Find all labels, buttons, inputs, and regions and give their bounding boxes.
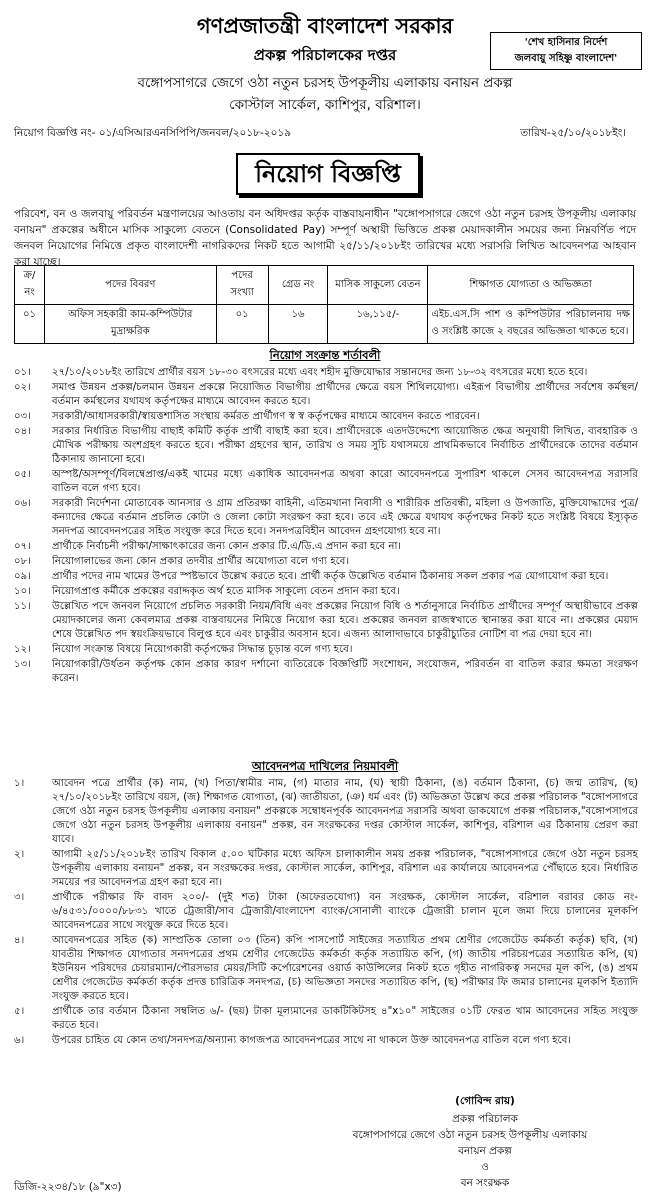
signatory-and: ও [481,1161,489,1173]
signatory-name: (গোবিন্দ রায়) [455,1095,515,1107]
term-number: ০৯। [14,571,31,582]
term-number: ০৫। [14,469,31,480]
posts-table [14,265,634,344]
col-header-sl: ক্র/ নং [15,266,45,305]
slogan-line-2: জলবায়ু সহিষ্ণু বাংলাদেশ' [514,53,618,64]
col-header-qualification: শিক্ষাগত যোগ্যতা ও অভিজ্ঞতা [428,266,634,305]
notice-date: তারিখ-২৫/১০/২০১৮ইং। [520,127,626,139]
notice-title: নিয়োগ বিজ্ঞপ্তি [236,153,420,195]
rule-number: ২। [14,849,25,860]
list-item [14,425,638,467]
list-item [14,658,638,686]
term-number: ০৮। [14,556,31,567]
term-number: ১২। [14,644,31,655]
circle-address: কোস্টাল সার্কেল, কাশিপুর, বরিশাল। [229,97,421,113]
rule-text: আবেদন পত্রে প্রার্থীর (ক) নাম, (খ) পিতা/স্বামীর নাম, (গ) মাতার নাম, (ঘ) স্থায়ী ঠিকানা, (ঙ) বর্তমান ঠিকানা, (চ) জন্ম তারিখ, (ছ) ২৭/১০/২০১৮ইং তারিখে বয়স, (জ) শিক্ষাগত যোগ্যতা, (ঝ) জাতীয়তা, (ঞ) ধর্ম এবং (ট) অভিজ্ঞতা উল্লেখ করে প্রকল্প পরিচালক "বঙ্গোপসাগরে জেগে ওঠা নতুন চরসহ উপকূলীয় এলাকায় বনায়ন" প্রকল্পকে সম্বোধনপূর্বক আবেদনপত্র সরাসরি অথবা ডাকযোগে প্রকল্প পরিচালক,"বঙ্গোপসাগরে জেগে ওঠা নতুন চরসহ উপকূলীয় এলাকায় বনায়ন" প্রকল্প, বন সংরক্ষকের দপ্তর কোস্টাল সার্কেল, কাশিপুর, বরিশাল এর ঠিকানায় প্রেরণ করা যাবে। [52,778,638,845]
rule-number: ৫। [14,1006,25,1017]
list-item [14,497,638,539]
office-name: প্রকল্প পরিচালকের দপ্তর [253,46,397,64]
rule-text: আবেদনপত্রের সহিত (ক) সাম্প্রতিক তোলা ০৩ (তিন) কপি পাসপোর্ট সাইজের সত্যায়িত প্রথম শ্রেণীর গেজেটেড কর্মকর্তা কর্তৃক) ছবি, (খ) যাবতীয় শিক্ষাগত যোগ্যতার সনদপত্রের প্রথম শ্রেণীর গেজেটেড কর্মকর্তা কর্তৃক সত্যায়িত কপি, (গ) জাতীয় পরিচয়পত্রের সত্যায়িত কপি, (ঘ) ইউনিয়ন পরিষদের চেয়ারম্যান/পৌরসভার মেয়র/সিটি কর্পোরেশনের ওয়ার্ড কাউন্সিলের নিকট হতে গৃহীত নাগরিকত্ব সনদের মূল কপি, (ঙ) প্রথম শ্রেণীর গেজেটেড কর্মকর্তা কর্তৃক প্রদত্ত চারিত্রিক সনদপত্র, (চ) অভিজ্ঞতা সনদের সত্যায়িত কপি, (ছ) পরীক্ষার ফি জমার চালানের মূলকপি ইত্যাদি সংযুক্ত করতে হবে। [52,935,638,1002]
list-item [14,555,638,569]
list-item [14,570,638,584]
list-item [14,891,638,933]
term-text: সরকার নির্ধারিত বিভাগীয় বাছাই কমিটি কর্তৃক প্রার্থী বাছাই করা হবে। প্রার্থীদেরকে এতদউদ্দেশ্যে আয়োজিত ক্ষেত্র অনুযায়ী লিখিত, ব্যবহারিক ও মৌখিক পরীক্ষায় অংশগ্রহণ করতে হবে। পরীক্ষা গ্রহণের স্থান, তারিখ ও সময় সুচি যথাসময়ে প্রাথমিকভাবে নির্বাচিত প্রার্থীদেরকে তাদের বর্তমান ঠিকানায় জানানো হবে। [52,426,638,465]
list-item [14,468,638,496]
list-item [14,540,638,554]
col-header-post: পদের বিবরণ [44,266,216,305]
rule-number: ৩। [14,892,25,903]
term-text: নিয়োগপ্রাপ্ত কর্মীকে প্রকল্পের বরাদ্দকৃত অর্থ হতে মাসিক সাকুল্যে বেতন প্রদান করা হবে। [52,586,400,597]
list-item [14,381,638,409]
rule-text: প্রার্থীকে পরীক্ষার ফি বাবদ ২০০/- (দুই শত) টাকা (অফেরতযোগ্য) বন সংরক্ষক, কোস্টাল সার্কেল, বরিশাল বরাবর কোড নং- ৬/৪৫৩১/০০০০/৮৮৩১ খাতে ট্রেজারী/সাব ট্রেজারী/বাংলাদেশ ব্যাংক/সোনালী ব্যাংকে ট্রেজারী চালান মূলে জমা দিয়ে চালানের মূলকপি আবেদনপত্রের সাথে সংযুক্ত করে দিতে হবে। [52,892,638,931]
slogan-line-1: 'শেখ হাসিনার নির্দেশ [524,37,608,48]
term-text: নিয়োগালাভের জন্য কোন প্রকার তদবীর প্রার্থীর অযোগ্যতা বলে গণ্য হবে। [52,556,350,567]
rule-number: ৬। [14,1035,25,1046]
signatory-designation: প্রকল্প পরিচালক [452,1113,518,1125]
term-number: ১১। [14,601,31,612]
dg-code: ডিজি-২২৩৪/১৮ (৯"x৩) [14,1181,122,1193]
rule-text: আগামী ২৫/১১/২০১৮ইং তারিখ বিকাল ৫.০০ ঘটিকার মধ্যে অফিস চালাকালীন সময় প্রকল্প পরিচালক, "বঙ্গোপসাগরে জেগে ওঠা নতুন চরসহ উপকূলীয় এলাকায় বনায়ন" প্রকল্প, বন সংরক্ষকের দপ্তর, কোস্টাল সার্কেল, কাশিপুর, বরিশাল এর কার্যালয়ে আবেদনপত্র পৌঁছাতে হবে। নির্ধারিত সময়ের পর আবেদনপত্র গ্রহণ করা হবে না। [52,849,638,888]
term-number: ০৩। [14,411,31,422]
rule-text: উপরের চাহিত যে কোন তথ্য/সনদপত্র/অন্যান্য কাগজপত্র আবেদনপত্রের সাথে না থাকলে উক্ত আবেদনপত্র বাতিল বলে গণ্য হবে। [52,1035,572,1046]
term-number: ১০। [14,586,31,597]
list-item [14,600,638,642]
rule-number: ১। [14,778,25,789]
memo-number: নিয়োগ বিজ্ঞপ্তি নং- ০১/এসিআরএনসিপিপি/জনবল/২০১৮-২০১৯ [14,127,292,139]
signatory-conservator: বন সংরক্ষক [460,1177,510,1189]
terms-title: নিয়োগ সংক্রান্ত শর্তাবলী [269,348,381,362]
term-text: নিয়োগ সংক্রান্ত বিষয়ে নিয়োগকারী কর্তৃপক্ষের সিদ্ধান্ত চূড়ান্ত বলে গণ্য হবে। [52,644,353,655]
list-item [14,410,638,424]
signatory-project-line-1: বঙ্গোপসাগরে জেগে ওঠা নতুন চরসহ উপকূলীয় এলাকায় [352,1129,588,1141]
cell-qualification: এইচ.এস.সি পাশ ও কম্পিউটার পরিচালনায় দক্ষ ও সংশ্লিষ্ট কাজে ২ বছরের অভিজ্ঞতা থাকতে হবে। [428,305,634,344]
col-header-count: পদের সংখ্যা [216,266,268,305]
list-item [14,643,638,657]
term-number: ১৩। [14,659,31,670]
term-text: অস্পষ্ট/অসম্পূর্ণ/বিলম্বেপ্রাপ্ত/একই খামের মধ্যে একাধিক আবেদনপত্র অথবা কারো আবেদনপত্রে সুপারিশ থাকলে সেসব আবেদনপত্র সরাসরি বাতিল বলে গণ্য হবে। [52,469,638,494]
table-row [15,305,634,344]
term-text: নিয়োগকারী/উর্ধতন কর্তৃপক্ষ কোন প্রকার কারণ দর্শানো ব্যতিরেকে বিজ্ঞপ্তিটি সংশোধন, সংযোজন, পরিবর্তন বা বাতিল করার ক্ষমতা সংরক্ষণ করেন। [52,659,638,684]
list-item [14,585,638,599]
term-text: ২৭/১০/২০১৮ইং তারিখে প্রার্থীর বয়স ১৮-৩০ বৎসরের মধ্যে এবং শহীদ মুক্তিযোদ্ধার সন্তানদের জন্য ১৮-৩২ বৎসরের মধ্যে হতে হবে। [52,367,588,378]
cell-pay: ১৬,১১৫/- [328,305,428,344]
project-name: বঙ্গোপসাগরে জেগে ওঠা নতুন চরসহ উপকূলীয় এলাকায় বনায়ন প্রকল্প [137,75,513,91]
term-number: ০২। [14,382,31,393]
rule-number: ৪। [14,935,25,946]
rule-text: প্রার্থীকে তার বর্তমান ঠিকানা সম্বলিত ৬/- (ছয়) টাকা মূল্যমানের ডাকটিকিটসহ ৪"x১০" সাইজের ০১টি ফেরত খাম আবেদনের সহিত সংযুক্ত করতে হবে। [52,1006,638,1031]
rules-title: আবেদনপত্র দাখিলের নিয়মাবলী [251,759,399,773]
term-text: সরকারী/আধাসরকারী/স্বায়ত্তশাসিত সংস্থায় কর্মরত প্রার্থীগণ স্ব স্ব কর্তৃপক্ষের মাধ্যমে আবেদন করতে পারবেন। [52,411,480,422]
term-text: প্রার্থীকে নির্বাচনী পরীক্ষা/সাক্ষাৎকারের জন্য কোন প্রকার টি.এ/ডি.এ প্রদান করা হবে না। [52,541,402,552]
terms-list [14,366,638,687]
table-header-row [15,266,634,305]
government-title: গণপ্রজাতন্ত্রী বাংলাদেশ সরকার [196,14,454,38]
list-item [14,934,638,1004]
list-item [14,1005,638,1033]
cell-sl: ০১ [15,305,45,344]
cell-post: অফিস সহকারী কাম-কম্পিউটার মুদ্রাক্ষরিক [44,305,216,344]
term-number: ০১। [14,367,31,378]
col-header-pay: মাসিক সাকুল্যে বেতন [328,266,428,305]
list-item [14,777,638,847]
term-text: সরকারী নির্দেশনা মোতাবেক আনসার ও গ্রাম প্রতিরক্ষা বাহিনী, এতিমখানা নিবাসী ও শারীরিক প্রতিবন্ধী, মহিলা ও উপজাতি, মুক্তিযোদ্ধাদের পুত্র/কন্যাদের ক্ষেত্রে বর্তমান প্রচলিত কোটা ও জেলা কোটা সংরক্ষণ করা হবে। তবে এই ক্ষেত্রে যথাযথ কর্তৃপক্ষের নিকট হতে সংশ্লিষ্ট বিষয়ে ইস্যুকৃত সনদপত্র আবেদনপত্রের সহিত সংযুক্ত করে দিতে হবে। সনদপত্রবিহীন আবেদন গ্রহণযোগ্য হবে না। [52,498,638,537]
cell-grade: ১৬ [268,305,328,344]
term-number: ০৪। [14,426,31,437]
list-item [14,848,638,890]
signatory-project-line-2: বনায়ন প্রকল্প [458,1145,512,1157]
cell-count: ০১ [216,305,268,344]
list-item [14,1034,638,1048]
term-text: প্রার্থীর পদের নাম খামের উপরে স্পষ্টভাবে উল্লেখ করতে হবে। প্রার্থী কর্তৃক উল্লেখিত বর্তমান ঠিকানায় সকল প্রকার পত্র যোগাযোগ করা হবে। [52,571,609,582]
term-number: ০৬। [14,498,31,509]
list-item [14,366,638,380]
intro-paragraph: পরিবেশ, বন ও জলবায়ু পরিবর্তন মন্ত্রণালয়ের আওতায় বন অধিদপ্তর কর্তৃক বাস্তবায়নাধীন "বঙ্গোপসাগরে জেগে ওঠা নতুন চরসহ উপকূলীয় এলাকায় বনায়ন" প্রকল্পের অধীনে মাসিক সাকুল্যে বেতনে (Consolidated Pay) সম্পূর্ণ অস্থায়ী ভিত্তিতে প্রকল্প মেয়াদকালীন সময়ের জন্য নিম্নবর্ণিত পদে জনবল নিয়োগের নিমিত্তে প্রকৃত বাংলাদেশী নাগরিকদের নিকট হতে আগামী ২৫/১১/২০১৮ইং তারিখের মধ্যে সরাসরি লিখিত আবেদনপত্র আহবান করা যাচ্ছে। [14,208,636,268]
col-header-grade: গ্রেড নং [268,266,328,305]
rules-list [14,777,638,1049]
term-text: সমাপ্ত উন্নয়ন প্রকল্প/চলমান উন্নয়ন প্রকল্পে নিয়োজিত বিভাগীয় প্রার্থীদের ক্ষেত্রে বয়স শিথিলযোগ্য। এইরূপ বিভাগীয় প্রার্থীদের সর্বশেষ কর্মস্থল/বর্তমান কর্মস্থলের যথাযথ কর্তৃপক্ষের মাধ্যমে আবেদন করতে হবে। [52,382,638,407]
term-number: ০৭। [14,541,31,552]
term-text: উল্লেখিত পদে জনবল নিয়োগে প্রচলিত সরকারী নিয়ম/বিধি এবং প্রকল্পের নিয়োগ বিধি ও শর্তানুসারে নির্বাচিত প্রার্থীদের সম্পূর্ণ অস্থায়ীভাবে প্রকল্প মেয়াদকালের জন্য কেবলমাত্র প্রকল্প বাস্তবায়নের নিমিত্তে নিয়োগ করা হবে। প্রকল্পের জনবল রাজস্বখাতে স্থানান্তর করা যাবে না। প্রকল্পের মেয়াদ শেষে উল্লেখিত পদ স্বয়ংক্রিয়ভাবে বিলুপ্ত হবে এবং চাকুরীর অবসান হবে। এজন্য আলাদাভাবে চাকুরীচ্যুতির নোটিশ বা পত্র দেয়া হবে না। [52,601,638,640]
